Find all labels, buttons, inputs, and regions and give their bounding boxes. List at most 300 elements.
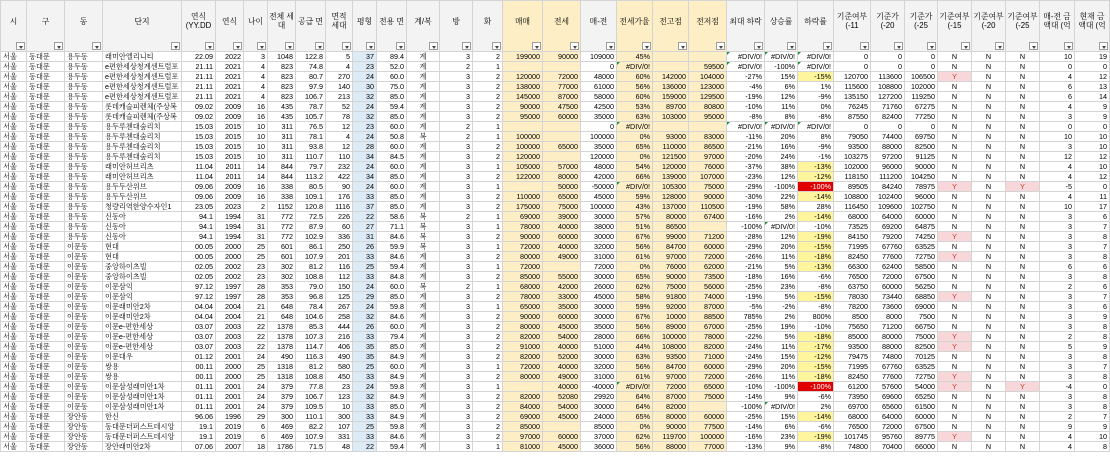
table-cell[interactable]: 120.8 bbox=[296, 202, 326, 212]
table-cell[interactable]: 60000 bbox=[689, 242, 727, 252]
table-cell[interactable]: 67275 bbox=[905, 102, 938, 112]
table-cell[interactable]: 35 bbox=[353, 352, 377, 362]
table-cell[interactable]: 4 bbox=[1040, 72, 1075, 82]
table-cell[interactable]: 108800 bbox=[834, 192, 871, 202]
table-cell[interactable]: 1996 bbox=[216, 412, 244, 422]
table-cell[interactable]: 67760 bbox=[871, 362, 905, 372]
table-cell[interactable]: 102400 bbox=[871, 192, 905, 202]
table-cell[interactable]: 45000 bbox=[543, 442, 581, 452]
table-cell[interactable]: N bbox=[938, 132, 972, 142]
table-cell[interactable]: 45000 bbox=[581, 192, 617, 202]
table-cell[interactable]: 59.4 bbox=[377, 102, 407, 112]
table-cell[interactable]: -6% bbox=[798, 392, 834, 402]
table-cell[interactable]: 3 bbox=[440, 342, 473, 352]
table-cell[interactable]: -14% bbox=[727, 422, 765, 432]
table-cell[interactable]: 118150 bbox=[834, 172, 871, 182]
table-cell[interactable]: 379 bbox=[268, 392, 296, 402]
table-cell[interactable]: 34 bbox=[353, 172, 377, 182]
table-cell[interactable]: 56000 bbox=[689, 282, 727, 292]
table-cell[interactable]: 2 bbox=[473, 352, 503, 362]
column-header[interactable] bbox=[503, 1, 543, 52]
table-cell[interactable]: 동대문 bbox=[27, 322, 65, 332]
table-cell[interactable]: 45000 bbox=[581, 292, 617, 302]
table-cell[interactable]: 서울 bbox=[1, 382, 27, 392]
table-cell[interactable]: 58500 bbox=[905, 262, 938, 272]
table-cell[interactable]: 30000 bbox=[581, 212, 617, 222]
table-cell[interactable]: 49000 bbox=[543, 372, 581, 382]
table-cell[interactable]: -100% bbox=[727, 222, 765, 232]
filter-dropdown-icon[interactable] bbox=[787, 42, 796, 50]
filter-dropdown-icon[interactable] bbox=[961, 42, 970, 50]
table-cell[interactable]: 61% bbox=[617, 372, 653, 382]
table-cell[interactable]: N bbox=[938, 52, 972, 62]
table-cell[interactable]: 3 bbox=[440, 172, 473, 182]
table-cell[interactable]: 이문동 bbox=[65, 402, 103, 412]
table-cell[interactable]: 쌍용 bbox=[103, 372, 182, 382]
table-cell[interactable]: 32 bbox=[353, 112, 377, 122]
table-cell[interactable]: 2004 bbox=[216, 312, 244, 322]
table-cell[interactable]: 계 bbox=[407, 302, 440, 312]
table-cell[interactable]: 648 bbox=[268, 312, 296, 322]
table-cell[interactable] bbox=[543, 122, 581, 132]
column-header[interactable] bbox=[353, 1, 377, 52]
table-cell[interactable]: 래미안허브리츠 bbox=[103, 172, 182, 182]
table-cell[interactable]: 23 bbox=[244, 272, 268, 282]
table-cell[interactable]: 1 bbox=[473, 222, 503, 232]
table-cell[interactable]: 40000 bbox=[543, 362, 581, 372]
table-cell[interactable]: 계 bbox=[407, 112, 440, 122]
table-cell[interactable]: 60.0 bbox=[377, 122, 407, 132]
table-cell[interactable]: 서울 bbox=[1, 292, 27, 302]
table-cell[interactable]: -13% bbox=[727, 442, 765, 452]
table-cell[interactable]: 75650 bbox=[834, 322, 871, 332]
table-cell[interactable]: 34 bbox=[353, 152, 377, 162]
table-cell[interactable]: 59% bbox=[617, 302, 653, 312]
table-cell[interactable]: 94.1 bbox=[182, 232, 216, 242]
column-header[interactable] bbox=[103, 1, 182, 52]
table-cell[interactable]: 8 bbox=[1075, 332, 1110, 342]
table-cell[interactable]: 2 bbox=[473, 92, 503, 102]
table-cell[interactable]: 114.7 bbox=[296, 342, 326, 352]
table-cell[interactable]: 4 bbox=[244, 72, 268, 82]
table-cell[interactable]: Y bbox=[938, 182, 972, 192]
table-cell[interactable]: 20% bbox=[765, 132, 798, 142]
table-cell[interactable]: 89700 bbox=[653, 102, 689, 112]
table-cell[interactable]: 73950 bbox=[834, 392, 871, 402]
table-cell[interactable]: N bbox=[972, 112, 1006, 122]
table-cell[interactable]: 2 bbox=[473, 112, 503, 122]
table-cell[interactable]: 03.07 bbox=[182, 332, 216, 342]
table-cell[interactable]: 67% bbox=[617, 232, 653, 242]
table-cell[interactable]: 22% bbox=[765, 192, 798, 202]
table-cell[interactable]: N bbox=[1006, 232, 1040, 242]
table-cell[interactable]: 17 bbox=[1075, 202, 1110, 212]
table-cell[interactable]: 2 bbox=[473, 342, 503, 352]
table-cell[interactable]: 3 bbox=[440, 402, 473, 412]
table-cell[interactable]: 12 bbox=[1075, 72, 1110, 82]
table-cell[interactable]: 60.0 bbox=[377, 162, 407, 172]
table-cell[interactable]: 52.0 bbox=[377, 62, 407, 72]
column-header[interactable] bbox=[972, 1, 1006, 52]
table-cell[interactable]: 24 bbox=[353, 182, 377, 192]
table-cell[interactable]: 서울 bbox=[1, 132, 27, 142]
table-cell[interactable]: 이문삼익 bbox=[103, 282, 182, 292]
table-cell[interactable]: 110000 bbox=[503, 192, 543, 202]
table-cell[interactable]: 25 bbox=[353, 262, 377, 272]
column-header[interactable] bbox=[244, 1, 268, 52]
table-cell[interactable]: -19% bbox=[727, 292, 765, 302]
table-cell[interactable]: 65000 bbox=[543, 192, 581, 202]
table-cell[interactable]: 동대문 bbox=[27, 252, 65, 262]
table-cell[interactable]: 2 bbox=[473, 52, 503, 62]
table-cell[interactable]: 50.8 bbox=[377, 132, 407, 142]
table-cell[interactable]: 82450 bbox=[834, 372, 871, 382]
table-cell[interactable]: N bbox=[1006, 222, 1040, 232]
table-cell[interactable]: 8 bbox=[1075, 442, 1110, 452]
table-cell[interactable]: 79.4 bbox=[377, 332, 407, 342]
table-cell[interactable]: 11 bbox=[1075, 192, 1110, 202]
table-cell[interactable]: 현대 bbox=[103, 242, 182, 252]
table-cell[interactable]: 0% bbox=[798, 102, 834, 112]
column-header[interactable] bbox=[65, 1, 103, 52]
table-cell[interactable]: N bbox=[1006, 172, 1040, 182]
table-cell[interactable]: 267 bbox=[326, 302, 353, 312]
table-cell[interactable]: 56% bbox=[617, 442, 653, 452]
table-cell[interactable]: 이문동 bbox=[65, 292, 103, 302]
table-cell[interactable]: N bbox=[972, 82, 1006, 92]
table-cell[interactable]: -10% bbox=[798, 222, 834, 232]
table-cell[interactable]: 80000 bbox=[503, 372, 543, 382]
table-cell[interactable]: N bbox=[1006, 102, 1040, 112]
table-cell[interactable]: 270 bbox=[326, 72, 353, 82]
table-cell[interactable]: 2007 bbox=[216, 442, 244, 452]
table-cell[interactable]: N bbox=[972, 312, 1006, 322]
table-cell[interactable]: 107.9 bbox=[296, 252, 326, 262]
table-cell[interactable]: 336 bbox=[326, 232, 353, 242]
table-cell[interactable]: 120000 bbox=[503, 72, 543, 82]
table-cell[interactable]: 23 bbox=[326, 382, 353, 392]
table-cell[interactable]: 42500 bbox=[581, 102, 617, 112]
filter-dropdown-icon[interactable] bbox=[429, 42, 438, 50]
table-cell[interactable]: 57000 bbox=[543, 162, 581, 172]
table-cell[interactable]: 31000 bbox=[581, 252, 617, 262]
table-cell[interactable]: 07.06 bbox=[182, 442, 216, 452]
table-cell[interactable]: 49000 bbox=[543, 252, 581, 262]
table-cell[interactable]: 38000 bbox=[581, 222, 617, 232]
table-cell[interactable]: 65250 bbox=[905, 392, 938, 402]
table-cell[interactable]: 이문래미안2차 bbox=[103, 312, 182, 322]
table-cell[interactable]: 12% bbox=[765, 232, 798, 242]
table-cell[interactable]: 63% bbox=[617, 352, 653, 362]
table-cell[interactable]: 444 bbox=[326, 322, 353, 332]
table-cell[interactable]: N bbox=[938, 422, 972, 432]
table-cell[interactable]: 80000 bbox=[653, 212, 689, 222]
table-cell[interactable]: -25% bbox=[727, 412, 765, 422]
table-cell[interactable]: 6 bbox=[244, 432, 268, 442]
table-cell[interactable]: -12% bbox=[798, 352, 834, 362]
table-cell[interactable]: 86.1 bbox=[296, 242, 326, 252]
table-cell[interactable]: -18% bbox=[798, 252, 834, 262]
column-header[interactable] bbox=[834, 1, 871, 52]
table-cell[interactable]: 102000 bbox=[905, 82, 938, 92]
table-cell[interactable]: 용두동 bbox=[65, 172, 103, 182]
table-cell[interactable]: #DIV/0! bbox=[798, 62, 834, 72]
table-cell[interactable]: -19% bbox=[798, 232, 834, 242]
table-cell[interactable]: N bbox=[938, 262, 972, 272]
table-cell[interactable]: 52000 bbox=[543, 352, 581, 362]
table-cell[interactable]: 0 bbox=[905, 62, 938, 72]
table-cell[interactable]: N bbox=[938, 282, 972, 292]
column-header[interactable] bbox=[581, 1, 617, 52]
table-cell[interactable]: 이문동 bbox=[65, 352, 103, 362]
table-cell[interactable]: 래미안허브리츠 bbox=[103, 162, 182, 172]
table-cell[interactable]: 2015 bbox=[216, 152, 244, 162]
table-cell[interactable]: 용두동 bbox=[65, 202, 103, 212]
table-cell[interactable]: e편한세상청계센트럴포 bbox=[103, 92, 182, 102]
table-cell[interactable]: 90 bbox=[326, 182, 353, 192]
table-cell[interactable]: 42000 bbox=[581, 172, 617, 182]
table-cell[interactable]: 29 bbox=[353, 292, 377, 302]
table-cell[interactable]: 64000 bbox=[871, 412, 905, 422]
table-cell[interactable]: N bbox=[1006, 312, 1040, 322]
table-cell[interactable]: 동대문 bbox=[27, 212, 65, 222]
table-cell[interactable]: 서울 bbox=[1, 212, 27, 222]
table-cell[interactable]: 226 bbox=[326, 212, 353, 222]
table-cell[interactable]: N bbox=[1006, 372, 1040, 382]
table-cell[interactable]: 4 bbox=[244, 82, 268, 92]
table-cell[interactable]: 3 bbox=[440, 102, 473, 112]
table-cell[interactable]: 3 bbox=[440, 272, 473, 282]
table-cell[interactable]: 59500 bbox=[689, 62, 727, 72]
table-cell[interactable]: 435 bbox=[268, 112, 296, 122]
table-cell[interactable] bbox=[503, 182, 543, 192]
table-cell[interactable]: 2003 bbox=[216, 342, 244, 352]
table-cell[interactable]: 77.8 bbox=[296, 382, 326, 392]
table-cell[interactable]: 25 bbox=[353, 422, 377, 432]
table-cell[interactable]: 71995 bbox=[834, 362, 871, 372]
table-cell[interactable]: -19% bbox=[727, 92, 765, 102]
table-cell[interactable]: 84.9 bbox=[377, 392, 407, 402]
table-cell[interactable]: 용두동 bbox=[65, 122, 103, 132]
table-cell[interactable]: 35000 bbox=[581, 142, 617, 152]
table-cell[interactable]: 74000 bbox=[689, 292, 727, 302]
table-cell[interactable]: 84.8 bbox=[377, 272, 407, 282]
table-cell[interactable]: 2 bbox=[440, 122, 473, 132]
column-header[interactable] bbox=[473, 1, 503, 52]
table-cell[interactable]: N bbox=[1006, 422, 1040, 432]
table-cell[interactable]: 116 bbox=[326, 262, 353, 272]
table-cell[interactable]: 800% bbox=[798, 312, 834, 322]
table-cell[interactable]: 3 bbox=[1040, 402, 1075, 412]
table-cell[interactable]: -8% bbox=[727, 112, 765, 122]
table-cell[interactable]: 1 bbox=[473, 122, 503, 132]
table-cell[interactable]: 3 bbox=[440, 292, 473, 302]
table-cell[interactable]: 15% bbox=[765, 72, 798, 82]
table-cell[interactable]: 104000 bbox=[689, 72, 727, 82]
table-cell[interactable]: 0 bbox=[834, 122, 871, 132]
table-cell[interactable]: 84.9 bbox=[377, 412, 407, 422]
table-cell[interactable]: N bbox=[1006, 262, 1040, 272]
table-cell[interactable]: 85000 bbox=[834, 332, 871, 342]
table-cell[interactable]: N bbox=[938, 142, 972, 152]
table-cell[interactable]: 65000 bbox=[689, 382, 727, 392]
table-cell[interactable]: N bbox=[938, 402, 972, 412]
table-cell[interactable]: 16% bbox=[765, 142, 798, 152]
table-cell[interactable]: 동대문 bbox=[27, 82, 65, 92]
table-cell[interactable]: 동대문 bbox=[27, 62, 65, 72]
table-cell[interactable]: 302 bbox=[268, 272, 296, 282]
table-cell[interactable]: 서울 bbox=[1, 402, 27, 412]
table-cell[interactable]: 88000 bbox=[653, 442, 689, 452]
table-cell[interactable]: 1 bbox=[473, 212, 503, 222]
table-cell[interactable]: N bbox=[972, 382, 1006, 392]
table-cell[interactable]: 서울 bbox=[1, 262, 27, 272]
table-cell[interactable]: 90000 bbox=[503, 312, 543, 322]
table-cell[interactable]: 2004 bbox=[216, 302, 244, 312]
table-cell[interactable]: 300 bbox=[268, 412, 296, 422]
table-cell[interactable]: 48 bbox=[326, 442, 353, 452]
table-cell[interactable]: e편한세상청계센트럴포 bbox=[103, 82, 182, 92]
table-cell[interactable]: 00.11 bbox=[182, 372, 216, 382]
table-cell[interactable]: 0 bbox=[834, 62, 871, 72]
table-cell[interactable]: 5 bbox=[1040, 342, 1075, 352]
table-cell[interactable]: 59.8 bbox=[377, 422, 407, 432]
table-cell[interactable]: 65% bbox=[617, 412, 653, 422]
table-cell[interactable] bbox=[543, 262, 581, 272]
table-cell[interactable]: 이문동 bbox=[65, 262, 103, 272]
table-cell[interactable]: 동대문 bbox=[27, 362, 65, 372]
table-cell[interactable]: 3 bbox=[440, 82, 473, 92]
table-cell[interactable]: N bbox=[972, 172, 1006, 182]
table-cell[interactable]: 21.11 bbox=[182, 82, 216, 92]
table-cell[interactable]: 109600 bbox=[871, 202, 905, 212]
table-cell[interactable]: 계 bbox=[407, 432, 440, 442]
table-cell[interactable]: 97.9 bbox=[296, 82, 326, 92]
table-cell[interactable]: 서울 bbox=[1, 162, 27, 172]
table-cell[interactable]: 77000 bbox=[543, 82, 581, 92]
table-cell[interactable]: 서울 bbox=[1, 322, 27, 332]
table-cell[interactable]: Y bbox=[938, 382, 972, 392]
table-cell[interactable]: 서울 bbox=[1, 332, 27, 342]
table-cell[interactable]: 9 bbox=[1040, 422, 1075, 432]
table-cell[interactable]: N bbox=[1006, 92, 1040, 102]
table-cell[interactable]: 95000 bbox=[689, 112, 727, 122]
filter-dropdown-icon[interactable] bbox=[678, 42, 687, 50]
table-cell[interactable]: 72000 bbox=[871, 422, 905, 432]
table-cell[interactable]: 72000 bbox=[689, 252, 727, 262]
table-cell[interactable]: 66% bbox=[617, 332, 653, 342]
table-cell[interactable]: 25 bbox=[244, 362, 268, 372]
table-cell[interactable]: 80000 bbox=[503, 252, 543, 262]
table-cell[interactable]: 54000 bbox=[543, 402, 581, 412]
table-cell[interactable]: 2 bbox=[473, 412, 503, 422]
table-cell[interactable]: -21% bbox=[727, 262, 765, 272]
table-cell[interactable]: 신동아 bbox=[103, 222, 182, 232]
table-cell[interactable]: 동대문 bbox=[27, 442, 65, 452]
table-cell[interactable]: 82500 bbox=[905, 142, 938, 152]
table-cell[interactable]: 60000 bbox=[871, 282, 905, 292]
table-cell[interactable]: N bbox=[972, 152, 1006, 162]
table-cell[interactable]: 0 bbox=[905, 122, 938, 132]
table-cell[interactable]: 71200 bbox=[871, 322, 905, 332]
filter-dropdown-icon[interactable] bbox=[716, 42, 725, 50]
table-cell[interactable]: 66% bbox=[617, 172, 653, 182]
table-cell[interactable]: 103275 bbox=[834, 152, 871, 162]
table-cell[interactable]: 동대문 bbox=[27, 272, 65, 282]
table-cell[interactable]: 24% bbox=[765, 152, 798, 162]
table-cell[interactable]: 2000 bbox=[216, 362, 244, 372]
table-cell[interactable]: 84150 bbox=[834, 232, 871, 242]
table-cell[interactable]: 60.0 bbox=[377, 72, 407, 82]
table-cell[interactable]: 서울 bbox=[1, 352, 27, 362]
table-cell[interactable]: 68000 bbox=[834, 412, 871, 422]
table-cell[interactable]: 11% bbox=[765, 102, 798, 112]
table-cell[interactable]: N bbox=[972, 292, 1006, 302]
table-cell[interactable]: 54000 bbox=[905, 382, 938, 392]
table-cell[interactable]: 79475 bbox=[834, 352, 871, 362]
table-cell[interactable]: 68850 bbox=[905, 292, 938, 302]
table-cell[interactable]: 76000 bbox=[689, 162, 727, 172]
table-cell[interactable]: -9% bbox=[798, 142, 834, 152]
table-cell[interactable]: N bbox=[972, 182, 1006, 192]
table-cell[interactable]: 동대문 bbox=[27, 372, 65, 382]
table-cell[interactable]: N bbox=[972, 342, 1006, 352]
table-cell[interactable]: 20% bbox=[765, 362, 798, 372]
table-cell[interactable]: 59% bbox=[617, 192, 653, 202]
table-cell[interactable]: 중앙하이츠빌 bbox=[103, 272, 182, 282]
table-cell[interactable]: 22 bbox=[244, 342, 268, 352]
table-cell[interactable]: -29% bbox=[727, 362, 765, 372]
table-cell[interactable]: 동대문 bbox=[27, 382, 65, 392]
table-cell[interactable]: 2022 bbox=[216, 52, 244, 62]
table-cell[interactable]: 80800 bbox=[689, 102, 727, 112]
table-cell[interactable]: 12 bbox=[326, 122, 353, 132]
table-cell[interactable]: 648 bbox=[268, 302, 296, 312]
table-cell[interactable]: 93.8 bbox=[296, 142, 326, 152]
table-cell[interactable]: 2 bbox=[473, 312, 503, 322]
table-cell[interactable]: 107 bbox=[326, 422, 353, 432]
table-cell[interactable]: -100% bbox=[798, 182, 834, 192]
table-cell[interactable]: 25 bbox=[353, 362, 377, 372]
table-cell[interactable]: 110500 bbox=[689, 202, 727, 212]
table-cell[interactable]: 서울 bbox=[1, 412, 27, 422]
table-cell[interactable]: 4 bbox=[326, 62, 353, 72]
table-cell[interactable]: N bbox=[1006, 342, 1040, 352]
table-cell[interactable]: 63525 bbox=[905, 362, 938, 372]
table-cell[interactable]: 10 bbox=[244, 152, 268, 162]
table-cell[interactable]: 서울 bbox=[1, 52, 27, 62]
filter-dropdown-icon[interactable] bbox=[860, 42, 869, 50]
table-cell[interactable]: 785% bbox=[727, 312, 765, 322]
table-cell[interactable]: 35000 bbox=[581, 322, 617, 332]
table-cell[interactable]: 72000 bbox=[503, 362, 543, 372]
table-cell[interactable]: Y bbox=[938, 72, 972, 82]
table-cell[interactable]: 78200 bbox=[834, 302, 871, 312]
table-cell[interactable]: 계 bbox=[407, 142, 440, 152]
table-cell[interactable]: 동대문 bbox=[27, 102, 65, 112]
table-cell[interactable]: 97.12 bbox=[182, 292, 216, 302]
table-cell[interactable]: 24 bbox=[353, 162, 377, 172]
table-cell[interactable]: 82000 bbox=[503, 392, 543, 402]
table-cell[interactable]: 80000 bbox=[871, 332, 905, 342]
table-cell[interactable]: 772 bbox=[268, 232, 296, 242]
table-cell[interactable]: 6 bbox=[244, 422, 268, 432]
table-cell[interactable]: 213 bbox=[326, 92, 353, 102]
table-cell[interactable]: 76500 bbox=[834, 272, 871, 282]
table-cell[interactable]: 140 bbox=[326, 82, 353, 92]
table-cell[interactable]: 75000 bbox=[689, 392, 727, 402]
table-cell[interactable]: 353 bbox=[268, 292, 296, 302]
